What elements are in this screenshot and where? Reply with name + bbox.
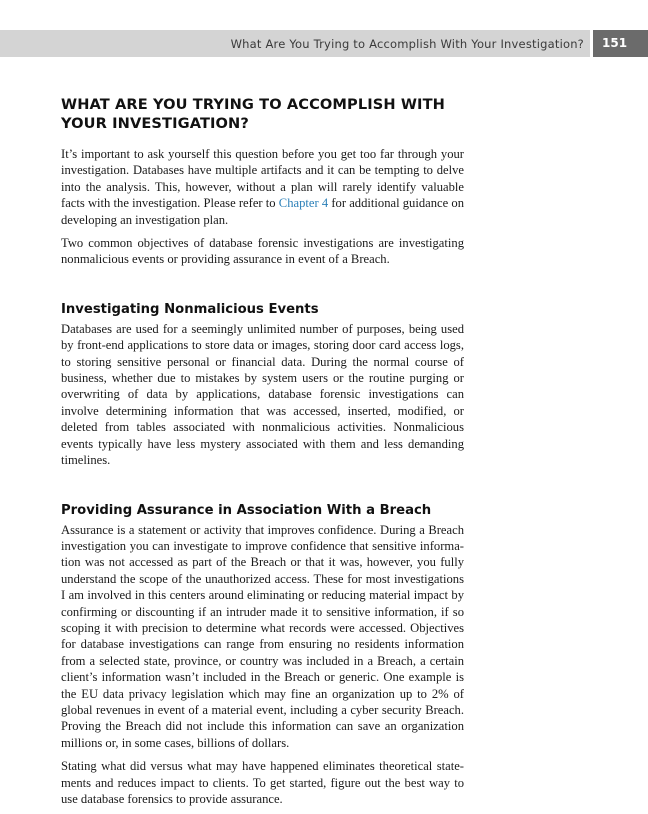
section-paragraph-1-text-b: for additional guidance on developing an investigation plan. <box>61 196 464 227</box>
page-body <box>61 95 464 814</box>
page-number: 151 <box>602 36 628 50</box>
section-paragraph-2: Two common objectives of database forensic investigations are investigating nonmalicious events or providing assurance in event of a Breach. <box>61 236 464 267</box>
subheading-nonmalicious-events: Investigating Nonmalicious Events <box>61 301 319 317</box>
running-head-title: What Are You Trying to Accomplish With Your Investigation? <box>230 37 584 51</box>
section-paragraph-1-text-a: It’s important to ask yourself this question before you get too far through your investigation. Databases have multiple artifacts and it can be tempting to delve into the analysis. This, however, without a plan will rarely identify valuable facts with the investigation. Please refer to <box>61 147 464 211</box>
spacer <box>61 275 464 301</box>
subheading-providing-assurance: Providing Assurance in Association With a Breach <box>61 502 432 518</box>
section-paragraph-1 <box>61 146 464 228</box>
section-heading: WHAT ARE YOU TRYING TO ACCOMPLISH WITH YOUR INVESTIGATION? <box>61 96 445 132</box>
assurance-paragraph-2: Stating what did versus what may have happened eliminates theoretical statements and reduces impact to clients. To get started, figure out the best way to use database forensics to provide assurance. <box>61 759 464 806</box>
nonmalicious-paragraph: Databases are used for a seemingly unlimited number of purposes, being used by front-end applications to store data or images, storing door card access logs, to storing sensitive personal or financial data. During the normal course of business, whether due to mistakes by system users or the routine purging or overwriting of data by applications, database forensic investigations can involve determining information that was accessed, inserted, modified, or deleted from tables associated with nonmalicious activities. Nonmalicious events typically have less mystery associated with them and less demanding timelines. <box>61 321 464 468</box>
assurance-paragraph-1: Assurance is a statement or activity that improves confidence. During a Breach investigation you can investigate to improve confidence that sensitive information was not accessed as part of the Breach or that it was, however, you fully understand the scope of the unauthorized access. These for most investigations I am involved in this centers around eliminating or reducing material impact by confirming or discounting if an intruder made it to sensitive information, if so scoping it with precision to determine what records were accessed. Objectives for database investigations can range from ensuring no residents information from a selected state, province, or country was included in a Breach, a certain client’s information wasn’t included in the Breach or generic. One example is the EU data privacy legislation which may fine an organization up to 2% of global revenues in event of a material event, including a cyber security Breach. Proving the Breach did not include this information can save an organization millions or, in some cases, billions of dollars. <box>61 522 464 750</box>
chapter-4-link[interactable]: Chapter 4 <box>278 196 329 211</box>
spacer <box>61 476 464 502</box>
